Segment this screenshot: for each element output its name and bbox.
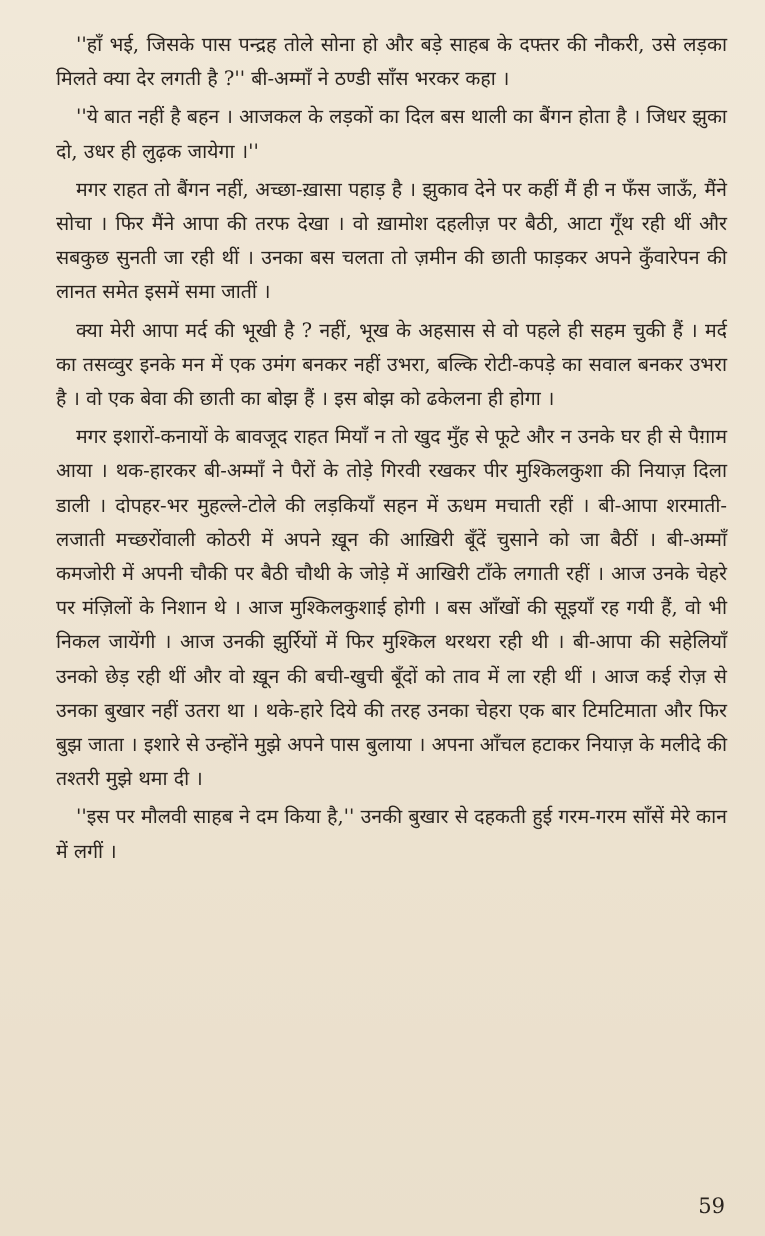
paragraph-3: मगर राहत तो बैंगन नहीं, अच्छा-ख़ासा पहाड़ है । झुकाव देने पर कहीं मैं ही न फँस जाऊँ, मैंने सोचा । फिर मैंने आपा की तरफ देखा । वो ख़ामोश दहलीज़ पर बैठी, आटा गूँथ रही थीं और सबकुछ सुनती जा रही थीं । उनका बस चलता तो ज़मीन की छाती फाड़कर अपने कुँवारेपन की लानत समेत इसमें समा जातीं ।	[56, 177, 727, 304]
page-text-body	[56, 28, 727, 869]
paragraph-6: ''इस पर मौलवी साहब ने दम किया है,'' उनकी बुखार से दहकती हुई गरम-गरम साँसें मेरे कान में लगीं ।	[56, 805, 727, 863]
paragraph-5: मगर इशारों-कनायों के बावजूद राहत मियाँ न तो खुद मुँह से फूटे और न उनके घर ही से पैग़ाम आया । थक-हारकर बी-अम्माँ ने पैरों के तोड़े गिरवी रखकर पीर मुश्किलकुशा की नियाज़ दिला डाली । दोपहर-भर मुहल्ले-टोले की लड़कियाँ सहन में ऊधम मचाती रहीं । बी-आपा शरमाती-लजाती मच्छरोंवाली कोठरी में अपने ख़ून की आख़िरी बूँदें चुसाने को जा बैठीं । बी-अम्माँ कमजोरी में अपनी चौकी पर बैठी चौथी के जोड़े में आखिरी टाँके लगाती रहीं । आज उनके चेहरे पर मंज़िलों के निशान थे । आज मुश्किलकुशाई होगी । बस आँखों की सूइयाँ रह गयी हैं, वो भी निकल जायेंगी । आज उनकी झुर्रियों में फिर मुश्किल थरथरा रही थी । बी-आपा की सहेलियाँ उनको छेड़ रही थीं और वो ख़ून की बची-खुची बूँदों को ताव में ला रही थीं । आज कई रोज़ से उनका बुखार नहीं उतरा था । थके-हारे दिये की तरह उनका चेहरा एक बार टिमटिमाता और फिर बुझ जाता । इशारे से उन्होंने मुझे अपने पास बुलाया । अपना आँचल हटाकर नियाज़ के मलीदे की तश्तरी मुझे थमा दी ।	[56, 425, 727, 791]
page-number: 59	[698, 1194, 725, 1218]
paragraph-4: क्या मेरी आपा मर्द की भूखी है ? नहीं, भूख के अहसास से वो पहले ही सहम चुकी हैं । मर्द का तसव्वुर इनके मन में एक उमंग बनकर नहीं उभरा, बल्कि रोटी-कपड़े का सवाल बनकर उभरा है । वो एक बेवा की छाती का बोझ हैं । इस बोझ को ढकेलना ही होगा ।	[56, 318, 727, 411]
paragraph-1: ''हाँ भई, जिसके पास पन्द्रह तोले सोना हो और बड़े साहब के दफ्तर की नौकरी, उसे लड़का मिलते क्या देर लगती है ?'' बी-अम्माँ ने ठण्डी साँस भरकर कहा ।	[56, 33, 727, 91]
paragraph-2: ''ये बात नहीं है बहन । आजकल के लड़कों का दिल बस थाली का बैंगन होता है । जिधर झुका दो, उधर ही लुढ़क जायेगा ।''	[56, 105, 727, 163]
